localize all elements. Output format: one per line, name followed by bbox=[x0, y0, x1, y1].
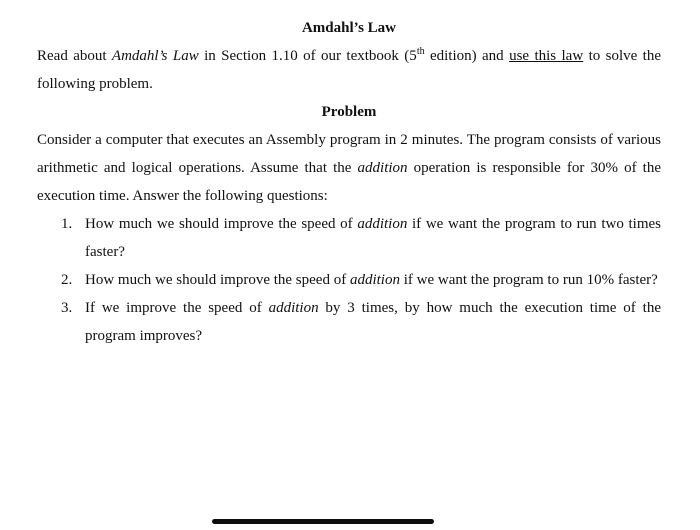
question-emphasis: addition bbox=[268, 300, 319, 316]
question-item bbox=[37, 294, 661, 350]
document-body bbox=[37, 14, 661, 350]
home-indicator-bar[interactable] bbox=[212, 519, 434, 524]
intro-text-3: edition) and bbox=[424, 48, 510, 64]
document-title: Amdahl’s Law bbox=[301, 20, 397, 36]
question-list bbox=[37, 210, 661, 350]
problem-text-1: Consider a computer that executes an Assembly program in 2 minutes. The program consists of various arithmetic and logical operations. Assume that the bbox=[37, 132, 661, 176]
question-text-2: if we want the program to run 10% faster? bbox=[399, 272, 658, 288]
question-emphasis: addition bbox=[357, 216, 408, 232]
underlined-instruction: use this law bbox=[509, 48, 584, 64]
intro-paragraph bbox=[37, 42, 661, 98]
question-text-1: How much we should improve the speed of bbox=[85, 216, 358, 232]
question-emphasis: addition bbox=[349, 272, 400, 288]
question-item bbox=[37, 210, 661, 266]
question-number: 3. bbox=[61, 300, 73, 316]
law-name: Amdahl’s Law bbox=[111, 48, 199, 64]
intro-text-1: Read about bbox=[37, 48, 112, 64]
problem-heading: Problem bbox=[321, 104, 377, 120]
question-text-1: If we improve the speed of bbox=[85, 300, 269, 316]
problem-emphasis: addition bbox=[357, 160, 408, 176]
question-text-2: if we want the program to run two times faster? bbox=[85, 216, 661, 260]
question-text-2: by 3 times, by how much the execution time of the program improves? bbox=[85, 300, 661, 344]
problem-text-2: operation is responsible for 30% of the execution time. Answer the following questions: bbox=[37, 160, 662, 204]
problem-paragraph bbox=[37, 126, 661, 210]
edition-superscript: th bbox=[416, 46, 425, 57]
intro-text-4: to solve the following problem. bbox=[37, 48, 661, 92]
question-text-1: How much we should improve the speed of bbox=[85, 272, 350, 288]
intro-text-2: in Section 1.10 of our textbook (5 bbox=[198, 48, 417, 64]
question-number: 2. bbox=[61, 272, 73, 288]
question-item bbox=[37, 266, 661, 294]
question-number: 1. bbox=[61, 216, 73, 232]
